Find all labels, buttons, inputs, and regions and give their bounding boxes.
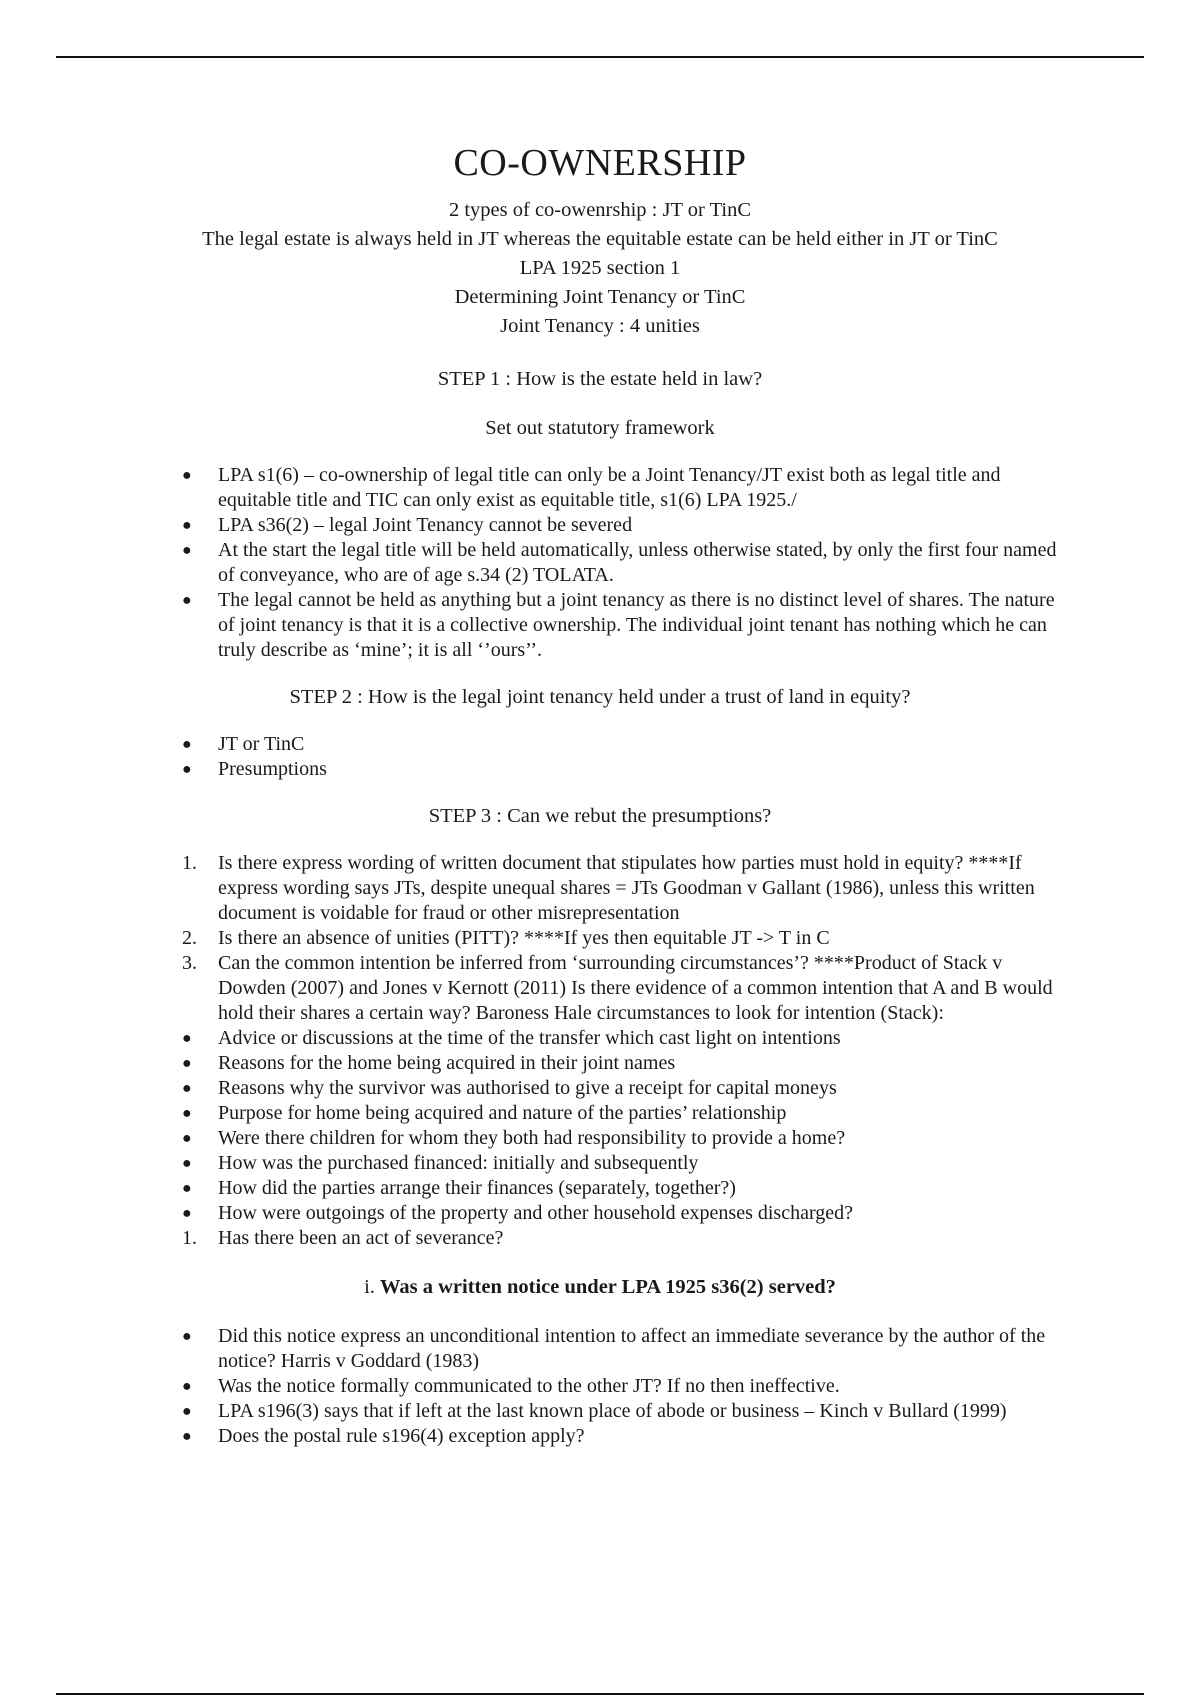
- numbered-item: 1. Is there express wording of written document that stipulates how parties must hold in equity? ****If express wording says JTs, despite unequal shares = JTs Goodman v Gallant (1986), unless this written document is voidable for fraud or other misrepresentation: [182, 852, 1035, 924]
- intro-line: The legal estate is always held in JT whereas the equitable estate can be held either in JT or TinC: [202, 228, 998, 250]
- list-item: ● LPA s1(6) – co-ownership of legal title can only be a Joint Tenancy/JT exist both as legal title and equitable title and TIC can only exist as equitable title, s1(6) LPA 1925./: [182, 464, 1001, 511]
- numbered-item: 1. Has there been an act of severance?: [182, 1227, 504, 1249]
- bullet-icon: ●: [182, 1205, 192, 1222]
- step3-heading: STEP 3 : Can we rebut the presumptions?: [428, 805, 772, 827]
- list-item: ● Reasons for the home being acquired in their joint names: [182, 1052, 676, 1074]
- bullet-icon: ●: [182, 542, 192, 559]
- step2-list: [0, 732, 1200, 782]
- bullet-icon: ●: [182, 1130, 192, 1147]
- bullet-icon: ●: [182, 761, 192, 778]
- item-number: 1.: [182, 852, 197, 874]
- stack-circumstances-list: [0, 1026, 1200, 1226]
- bullet-icon: ●: [182, 1105, 192, 1122]
- bullet-icon: ●: [182, 1030, 192, 1047]
- numbered-item: 2. Is there an absence of unities (PITT)? ****If yes then equitable JT -> T in C: [182, 927, 830, 949]
- list-item: ● LPA s196(3) says that if left at the last known place of abode or business – Kinch v Bullard (1999): [182, 1400, 1007, 1422]
- step1-subheading: Set out statutory framework: [485, 417, 715, 439]
- intro-line: LPA 1925 section 1: [519, 257, 681, 279]
- bullet-icon: ●: [182, 1155, 192, 1172]
- notice-list: [0, 1324, 1200, 1449]
- bullet-icon: ●: [182, 1378, 192, 1395]
- bullet-icon: ●: [182, 467, 192, 484]
- step1-list: [0, 463, 1200, 663]
- list-item: ● At the start the legal title will be held automatically, unless otherwise stated, by only the first four named of conveyance, who are of age s.34 (2) TOLATA.: [182, 539, 1057, 586]
- list-item: ● Does the postal rule s196(4) exception apply?: [182, 1425, 585, 1447]
- item-number: 2.: [182, 927, 197, 949]
- page-title: CO-OWNERSHIP: [453, 142, 747, 184]
- bullet-icon: ●: [182, 1055, 192, 1072]
- bullet-icon: ●: [182, 592, 192, 609]
- list-item: ● Did this notice express an unconditional intention to affect an immediate severance by the author of the notice? Harris v Goddard (1983): [182, 1325, 1046, 1372]
- step3-numbered-list: [0, 851, 1200, 1026]
- item-number: 1.: [182, 1227, 197, 1249]
- list-item: ● How were outgoings of the property and other household expenses discharged?: [182, 1202, 854, 1224]
- list-item: ● Advice or discussions at the time of the transfer which cast light on intentions: [182, 1027, 841, 1049]
- step2-heading: STEP 2 : How is the legal joint tenancy held under a trust of land in equity?: [289, 686, 911, 708]
- top-rule: [56, 56, 1144, 58]
- severance-list: [0, 1226, 1200, 1251]
- document-body: [0, 138, 1200, 1449]
- list-item: ● LPA s36(2) – legal Joint Tenancy cannot be severed: [182, 514, 633, 536]
- list-item: ● Were there children for whom they both had responsibility to provide a home?: [182, 1127, 846, 1149]
- bullet-icon: ●: [182, 1180, 192, 1197]
- bullet-icon: ●: [182, 1428, 192, 1445]
- list-item: ● How was the purchased financed: initially and subsequently: [182, 1152, 699, 1174]
- bullet-icon: ●: [182, 1403, 192, 1420]
- bullet-icon: ●: [182, 736, 192, 753]
- list-item: ● The legal cannot be held as anything but a joint tenancy as there is no distinct level of shares. The nature of joint tenancy is that it is a collective ownership. The individual joint tenant has nothing which he can truly describe as ‘mine’; it is all ‘’ours’’.: [182, 589, 1055, 661]
- intro-line: Joint Tenancy : 4 unities: [500, 315, 700, 337]
- list-item: ● JT or TinC: [182, 733, 305, 755]
- step1-heading: STEP 1 : How is the estate held in law?: [437, 368, 763, 390]
- list-item: ● Was the notice formally communicated to the other JT? If no then ineffective.: [182, 1375, 840, 1397]
- intro-line: 2 types of co-owenrship : JT or TinC: [448, 199, 751, 221]
- notice-heading: i. Was a written notice under LPA 1925 s36(2) served?: [364, 1276, 836, 1298]
- list-item: ● Presumptions: [182, 758, 327, 780]
- list-item: ● Purpose for home being acquired and nature of the parties’ relationship: [182, 1102, 787, 1124]
- item-number: 3.: [182, 952, 197, 974]
- bottom-rule: [56, 1693, 1144, 1695]
- bullet-icon: ●: [182, 1328, 192, 1345]
- list-item: ● How did the parties arrange their finances (separately, together?): [182, 1177, 736, 1199]
- bullet-icon: ●: [182, 1080, 192, 1097]
- numbered-item: 3. Can the common intention be inferred from ‘surrounding circumstances’? ****Product of Stack v Dowden (2007) and Jones v Kernott (2011) Is there evidence of a common intention that A and B would hold their shares a certain way? Baroness Hale circumstances to look for intention (Stack):: [182, 952, 1053, 1024]
- intro-line: Determining Joint Tenancy or TinC: [454, 286, 746, 308]
- bullet-icon: ●: [182, 517, 192, 534]
- list-item: ● Reasons why the survivor was authorised to give a receipt for capital moneys: [182, 1077, 837, 1099]
